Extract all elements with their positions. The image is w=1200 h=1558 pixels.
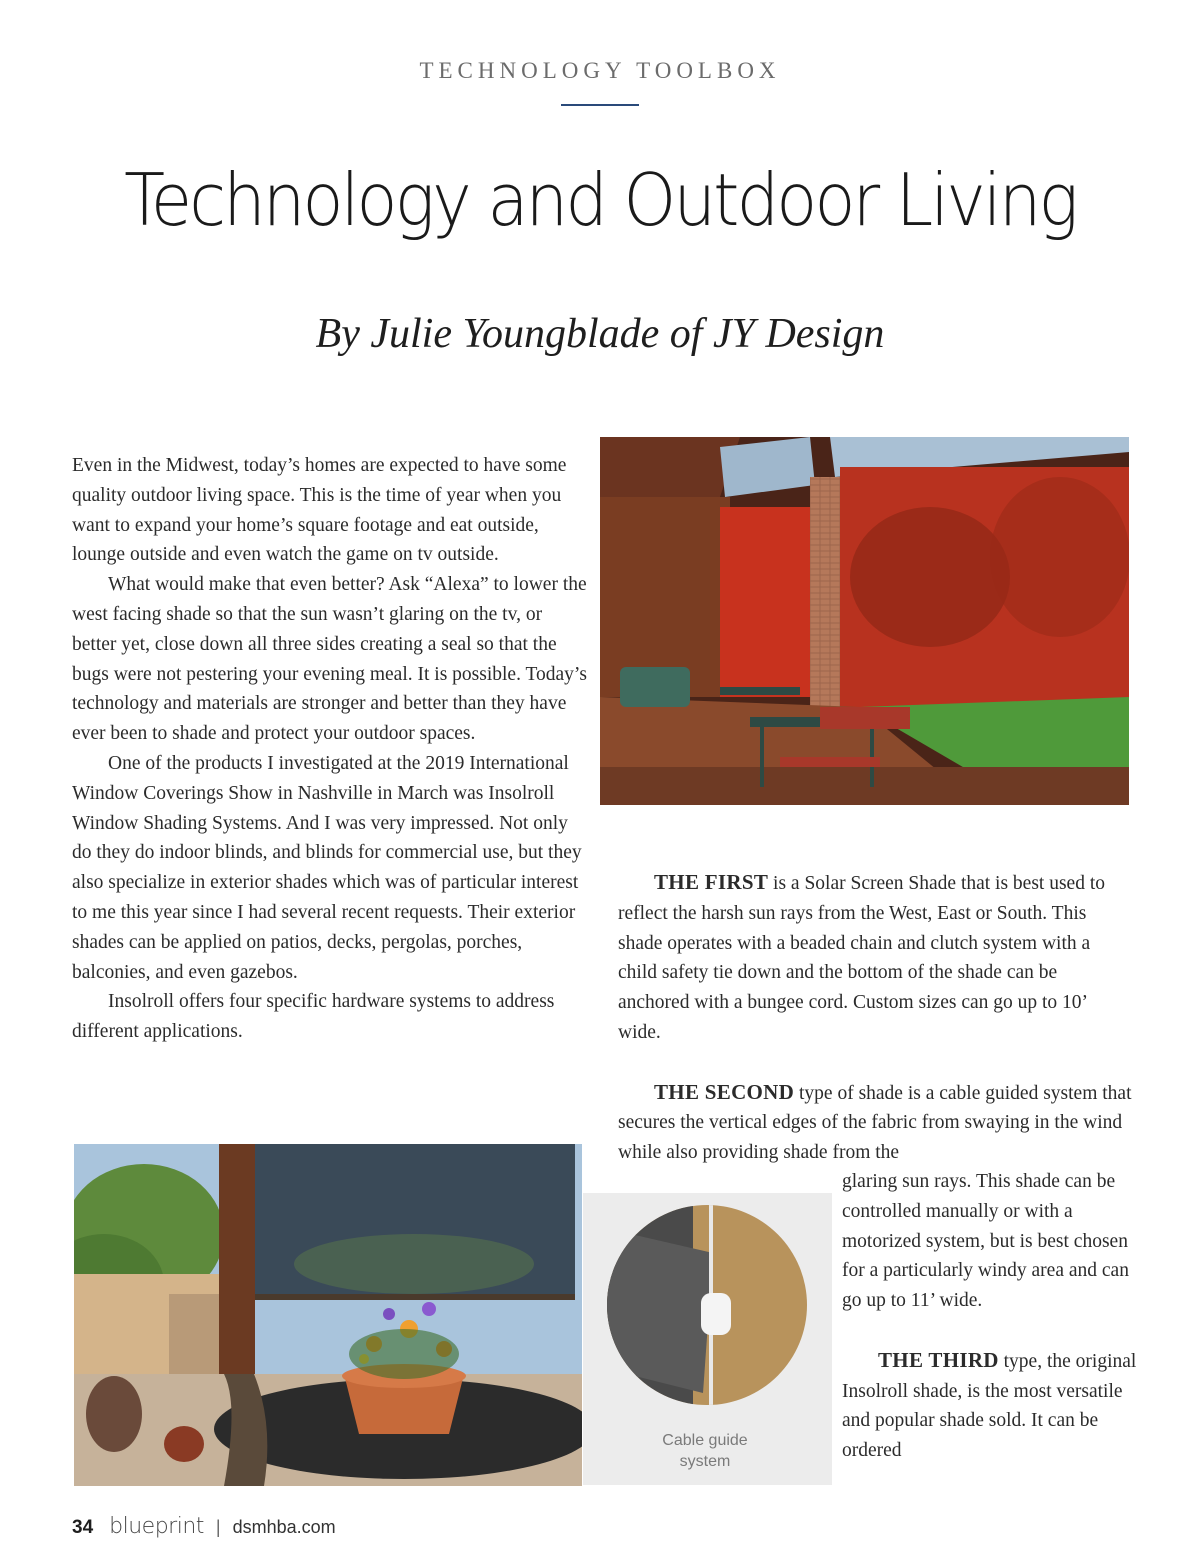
- section-label: TECHNOLOGY TOOLBOX: [419, 58, 781, 83]
- patio-photo: [74, 1144, 582, 1486]
- cable-guide-caption: [583, 1430, 827, 1472]
- lead-third: THE THIRD: [878, 1347, 999, 1372]
- page-footer: [72, 1514, 336, 1544]
- paragraph-show: One of the products I investigated at the 2019 International Window Coverings Show in Nashville in March was Insolroll Window Shading Systems. And I was very impressed. Not only do they do indoor blinds, and blinds for commercial use, but they also specialize in exterior shades which was of particular interest to me this year since I had several recent requests. Their exterior shades can be applied on patios, decks, pergolas, porches, balconies, and even gazebos.: [72, 752, 582, 983]
- paragraph-second: [618, 1078, 1133, 1168]
- caption-line-2: system: [679, 1453, 731, 1470]
- paragraph-third: [842, 1346, 1142, 1466]
- page-title: Technology and Outdoor Living: [124, 158, 1076, 242]
- text-third: type, the original Insolroll shade, is the most versatile and popular shade sold. It can be ordered: [842, 1350, 1137, 1462]
- porch-photo: [600, 437, 1129, 805]
- right-column-upper: [618, 868, 1133, 1168]
- right-column-lower: [842, 1167, 1142, 1496]
- paragraph-first: [618, 868, 1133, 1048]
- paragraph-intro: Even in the Midwest, today’s homes are expected to have some quality outdoor living space. This is the time of year when you want to expand your home’s square footage and eat outside, lounge outside and even watch the game on tv outside.: [72, 455, 567, 566]
- paragraph-second-cont: glaring sun rays. This shade can be controlled manually or with a motorized system, but is best chosen for a particularly windy area and can go up to 11’ wide.: [842, 1171, 1129, 1312]
- footer-separator: |: [215, 1517, 221, 1537]
- brand-logo: blueprint: [109, 1514, 204, 1539]
- left-column: [72, 451, 587, 1047]
- site-link[interactable]: dsmhba.com: [232, 1517, 336, 1537]
- lead-second: THE SECOND: [654, 1079, 795, 1104]
- lead-first: THE FIRST: [654, 870, 769, 894]
- text-second-a: type of shade is a cable guided system that secures the vertical edges of the fabric from swaying in the wind while also providing shade from the: [618, 1082, 1132, 1164]
- paragraph-alexa: What would make that even better? Ask “Alexa” to lower the west facing shade so that the sun wasn’t glaring on the tv, or better yet, close down all three sides creating a seal so that the bugs were not pestering your evening meal. It is possible. Today’s technology and materials are stronger and better than they have ever been to shade and protect your outdoor spaces.: [72, 574, 587, 745]
- byline: By Julie Youngblade of JY Design: [315, 311, 885, 357]
- caption-line-1: Cable guide: [662, 1432, 748, 1449]
- section-rule: [561, 104, 639, 106]
- text-first: is a Solar Screen Shade that is best used to reflect the harsh sun rays from the West, East or South. This shade operates with a beaded chain and clutch system with a child safety tie down and the bottom of the shade can be anchored with a bungee cord. Custom sizes can go up to 10’ wide.: [618, 873, 1106, 1043]
- paragraph-hardware: Insolroll offers four specific hardware systems to address different applications.: [72, 991, 555, 1043]
- page-number: 34: [72, 1517, 94, 1538]
